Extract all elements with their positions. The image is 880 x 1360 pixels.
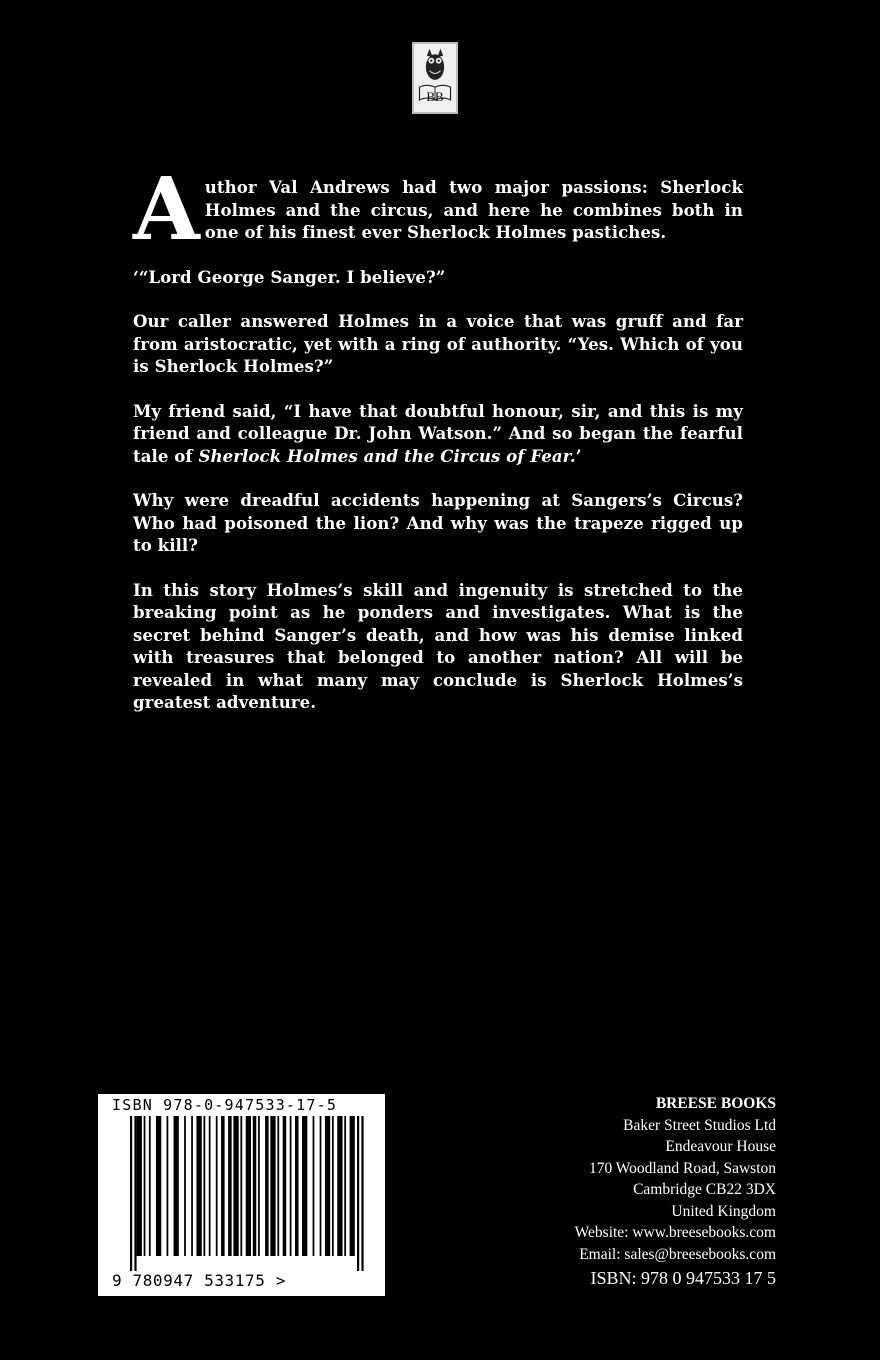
barcode-bar [313, 1116, 315, 1256]
publisher-address [575, 1093, 776, 1290]
back-cover-blurb [133, 159, 743, 736]
publisher-website[interactable]: Website: www.breesebooks.com [574, 1224, 776, 1241]
blurb-paragraph-4-text: My friend said, “I have that doubtful honour, sir, and this is my friend and colleague Dr. John Watson.” And so began the fearful tale of [133, 400, 743, 466]
barcode-bar [290, 1116, 292, 1256]
closing-quote: ’ [575, 445, 582, 466]
barcode-bar [320, 1116, 322, 1256]
publisher-email[interactable]: Email: sales@breesebooks.com [579, 1245, 776, 1263]
barcode-bar [344, 1116, 346, 1256]
barcode-bar [277, 1116, 279, 1256]
publisher-line-5: United Kingdom [671, 1202, 776, 1220]
barcode-bar [233, 1116, 238, 1256]
barcode-guard-bar [134, 1116, 136, 1271]
barcode-bar [258, 1116, 260, 1256]
barcode-bar [167, 1116, 169, 1256]
barcode-bar [156, 1116, 161, 1256]
barcode-bar [149, 1116, 151, 1256]
barcode-isbn-label: ISBN 978-0-947533-17-5 [112, 1096, 338, 1114]
barcode-bar [325, 1116, 330, 1256]
barcode-bar [246, 1116, 251, 1256]
barcode-bar [209, 1116, 211, 1256]
publisher-line-2: Endeavour House [665, 1138, 776, 1155]
barcode-bar [191, 1116, 193, 1256]
publisher-isbn: ISBN: 978 0 947533 17 5 [590, 1268, 776, 1288]
barcode-bar [216, 1116, 218, 1256]
barcode-bar [283, 1116, 287, 1256]
barcode-bars [130, 1116, 364, 1271]
blurb-paragraph-4 [133, 400, 743, 468]
barcode-guard-bar [357, 1116, 359, 1271]
barcode-bar [265, 1116, 269, 1256]
barcode-bar [240, 1116, 242, 1256]
logo-text: BB [426, 89, 444, 104]
barcode-bar [337, 1116, 342, 1256]
barcode-bar [350, 1116, 355, 1256]
drop-cap: A [133, 159, 200, 260]
blurb-paragraph-2: ‘“Lord George Sanger. I believe?” [133, 266, 446, 287]
publisher-line-4: Cambridge CB22 3DX [633, 1181, 776, 1198]
blurb-paragraph-5: Why were dreadful accidents happening at Sangers’s Circus? Who had poisoned the lion? And why was the trapeze rigged up to kill? [133, 490, 743, 555]
barcode-bar [302, 1116, 307, 1256]
publisher-line-3: 170 Woodland Road, Sawston [588, 1159, 776, 1177]
barcode-bar [174, 1116, 179, 1256]
publisher-name: BREESE BOOKS [655, 1095, 776, 1112]
barcode-bar [295, 1116, 299, 1256]
barcode-box [98, 1094, 385, 1296]
barcode-bar [144, 1116, 146, 1256]
barcode-digits: 9 780947 533175 > [112, 1271, 286, 1290]
blurb-paragraph-6: In this story Holmes’s skill and ingenuity is stretched to the breaking point as he ponders and investigates. What is the secret behind Sanger’s death, and how was his demise linked with treasures that belonged to another nation? All will be revealed in what many may conclude is Sherlock Holmes’s greatest adventure. [133, 579, 743, 712]
publisher-logo [412, 42, 458, 114]
barcode-bar [196, 1116, 201, 1256]
barcode-guard-bar [361, 1116, 363, 1271]
barcode-guard-bar [130, 1116, 132, 1271]
barcode-bar [184, 1116, 186, 1256]
barcode-bar [253, 1116, 257, 1256]
blurb-paragraph-1-text: uthor Val Andrews had two major passions: Sherlock Holmes and the circus, and here he combines both in one of his finest ever Sherlock Holmes pastiches. [204, 177, 743, 242]
book-title: Sherlock Holmes and the Circus of Fear. [198, 445, 576, 466]
barcode-bar [137, 1116, 142, 1256]
publisher-line-1: Baker Street Studios Ltd [623, 1116, 776, 1134]
barcode-bar [203, 1116, 205, 1256]
blurb-paragraph-3: Our caller answered Holmes in a voice that was gruff and far from aristocratic, yet with a ring of authority. “Yes. Which of you is Sherlock Holmes?” [133, 311, 743, 376]
barcode-bar [221, 1116, 225, 1256]
barcode-bar [270, 1116, 275, 1256]
blurb-paragraph-1 [133, 159, 743, 260]
barcode-bar [332, 1116, 334, 1256]
barcode-bar [228, 1116, 232, 1256]
